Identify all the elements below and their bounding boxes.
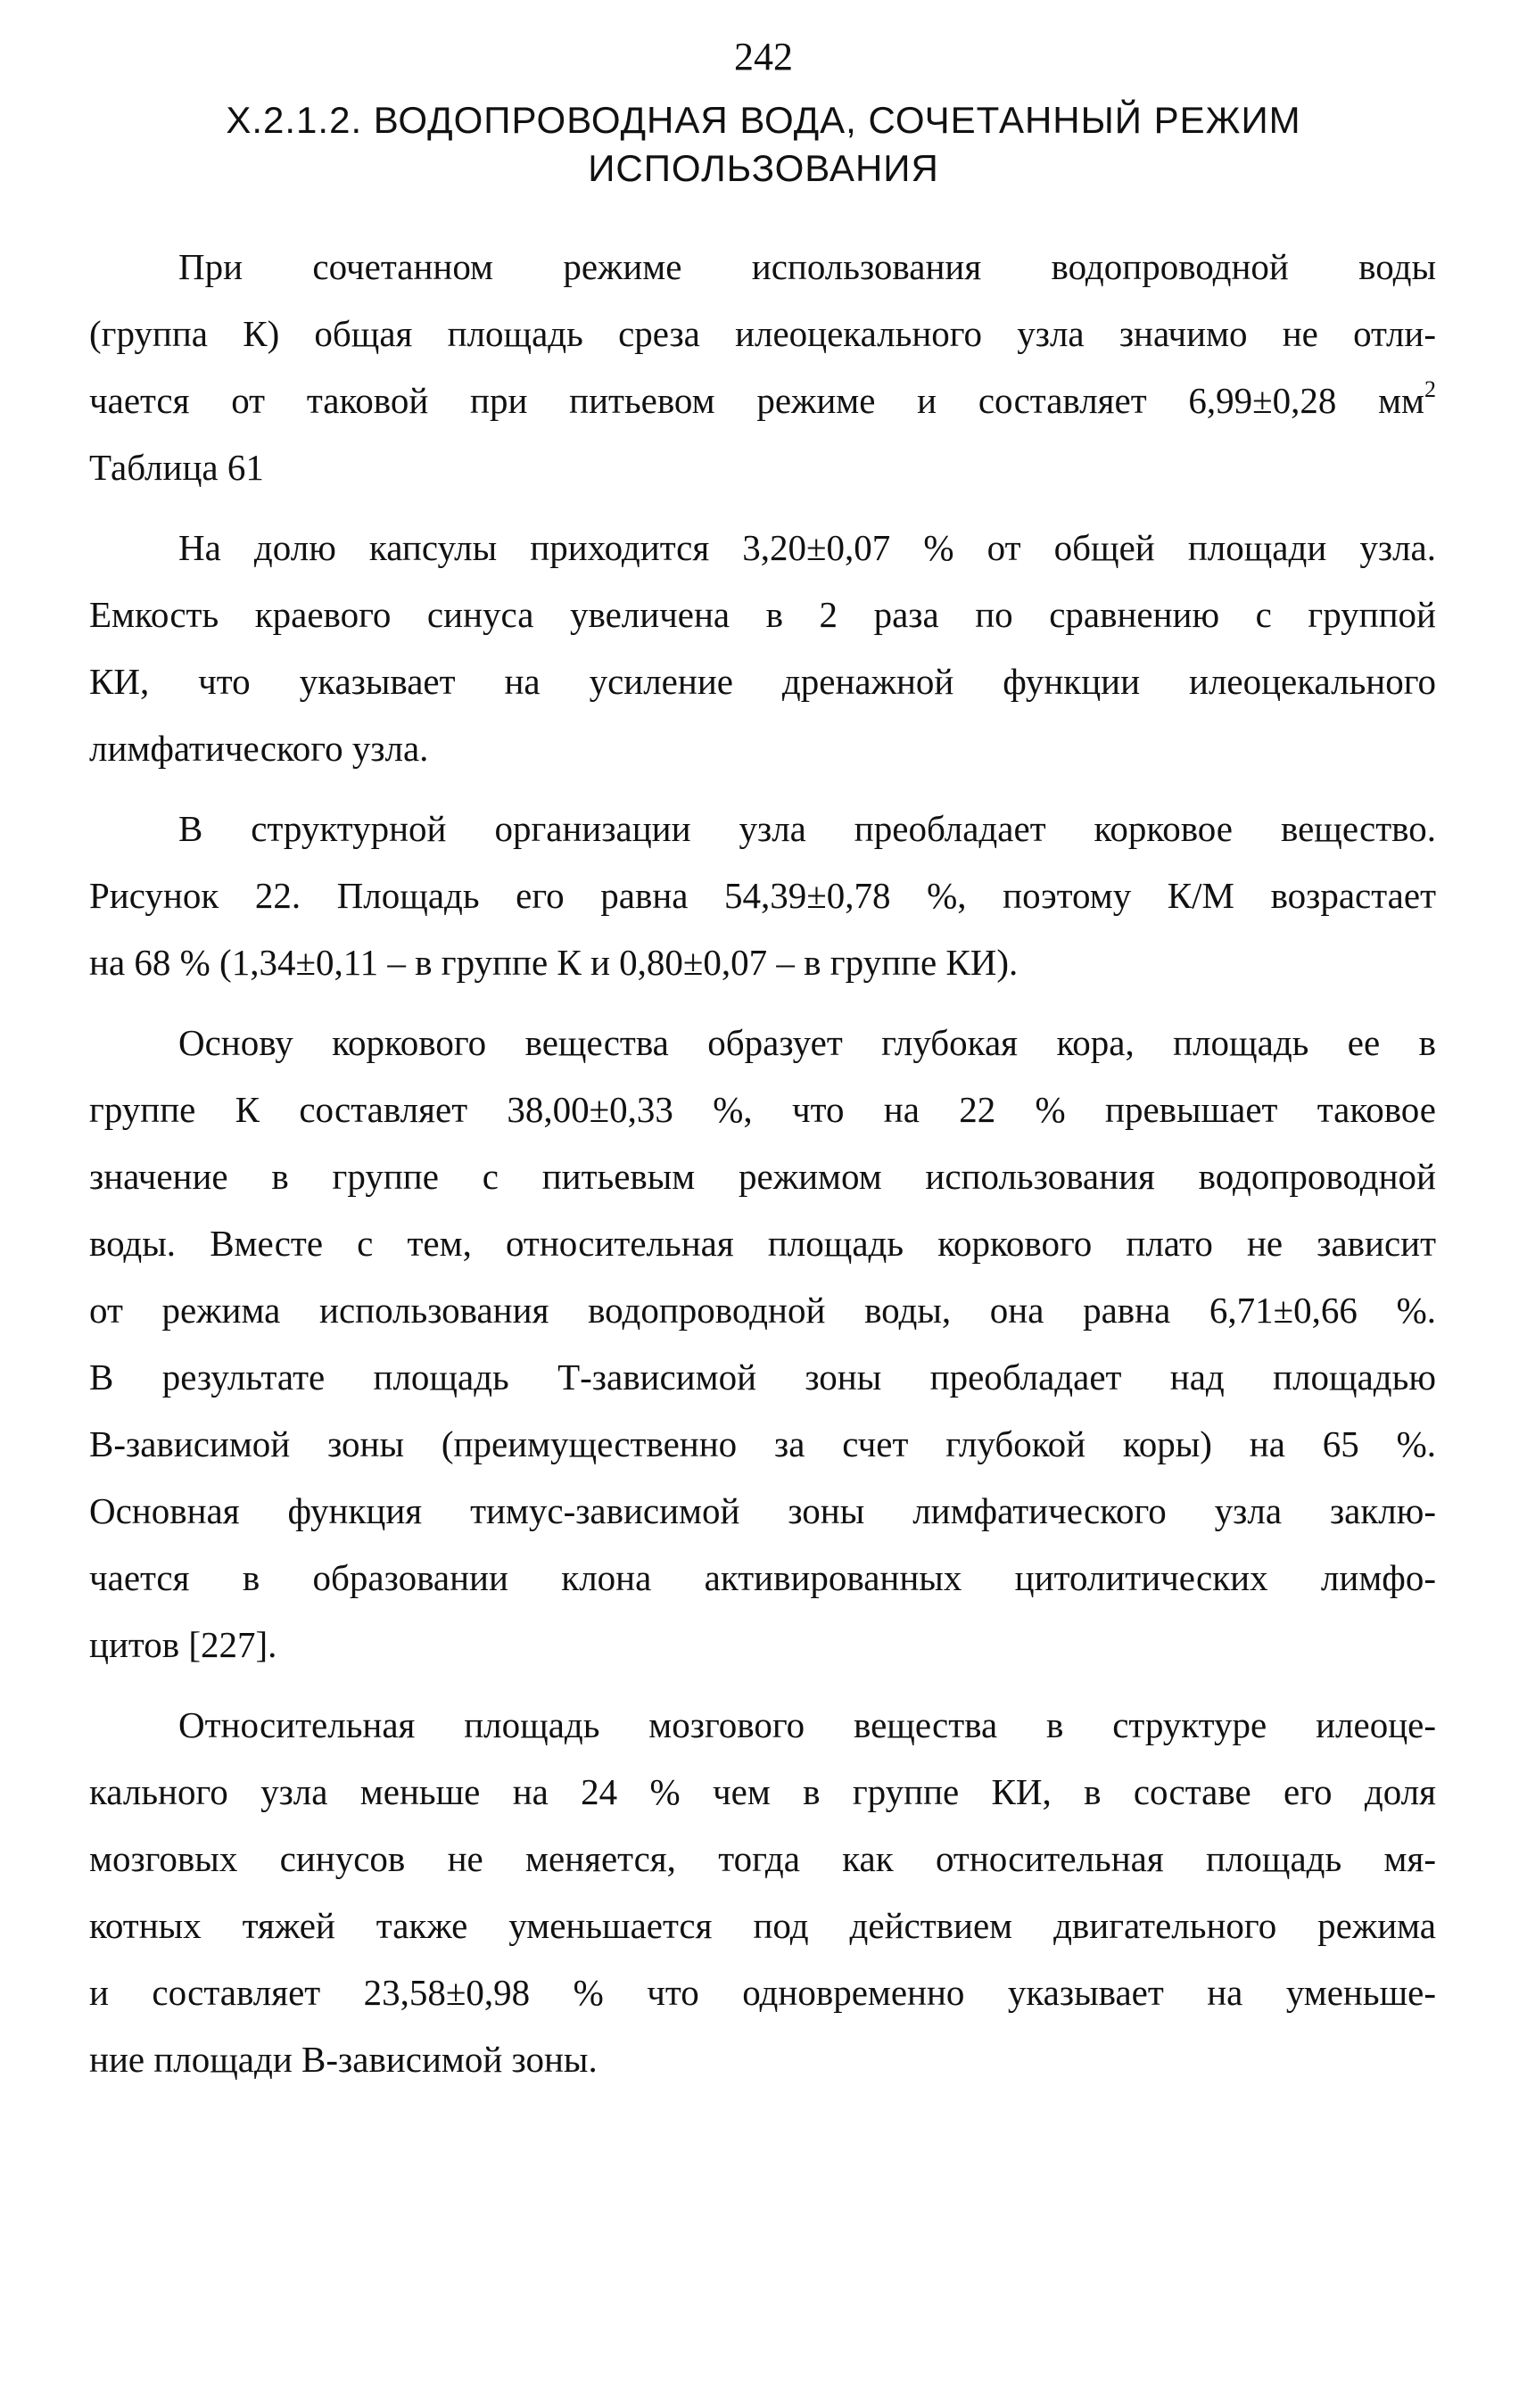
superscript: 2 [1424, 376, 1436, 402]
section-heading-line-2: ИСПОЛЬЗОВАНИЯ [588, 147, 939, 189]
text-line: ние площади В-зависимой зоны. [89, 2039, 598, 2080]
text-line: от режима использования водопроводной воды, она равна 6,71±0,66 %. [89, 1290, 1436, 1331]
text-line-content: чается от таковой при питьевом режиме и составляет 6,99±0,28 мм [89, 380, 1424, 421]
paragraph-4 [89, 1010, 1436, 1678]
text-line: котных тяжей также уменьшается под действием двигательного режима [89, 1905, 1436, 1946]
paragraph-1 [89, 234, 1436, 501]
section-heading-line-1: Х.2.1.2. ВОДОПРОВОДНАЯ ВОДА, СОЧЕТАННЫЙ РЕЖИМ [226, 99, 1301, 141]
text-line: значение в группе с питьевым режимом использования водопроводной [89, 1156, 1436, 1197]
page-number: 242 [734, 35, 793, 78]
paragraph-3 [89, 796, 1436, 996]
text-line [89, 367, 1436, 434]
text-line: мозговых синусов не меняется, тогда как относительная площадь мя- [89, 1838, 1436, 1879]
text-line: В результате площадь Т-зависимой зоны преобладает над площадью [89, 1357, 1436, 1398]
text-line: и составляет 23,58±0,98 % что одновременно указывает на уменьше- [89, 1972, 1436, 2013]
section-heading [0, 96, 1527, 193]
text-line: Основу коркового вещества образует глубокая кора, площадь ее в [178, 1022, 1436, 1063]
text-line: кального узла меньше на 24 % чем в группе КИ, в составе его доля [89, 1771, 1436, 1812]
text-line: на 68 % (1,34±0,11 – в группе К и 0,80±0,07 – в группе КИ). [89, 942, 1019, 983]
text-line: На долю капсулы приходится 3,20±0,07 % от общей площади узла. [178, 527, 1436, 568]
text-line: В структурной организации узла преобладает корковое вещество. [178, 808, 1436, 849]
text-line: Емкость краевого синуса увеличена в 2 раза по сравнению с группой [89, 594, 1436, 635]
table-reference: Таблица 61 [89, 447, 264, 488]
text-line: группе К составляет 38,00±0,33 %, что на 22 % превышает таковое [89, 1089, 1436, 1130]
text-line: (группа К) общая площадь среза илеоцекального узла значимо не отли- [89, 313, 1436, 354]
paragraph-5 [89, 1692, 1436, 2093]
text-line: Относительная площадь мозгового вещества в структуре илеоце- [178, 1704, 1436, 1745]
text-line: КИ, что указывает на усиление дренажной функции илеоцекального [89, 661, 1436, 702]
text-line: цитов [227]. [89, 1624, 277, 1665]
text-line: При сочетанном режиме использования водопроводной воды [178, 246, 1436, 287]
body-text [89, 234, 1436, 2093]
text-line: Основная функция тимус-зависимой зоны лимфатического узла заклю- [89, 1490, 1436, 1531]
text-line: лимфатического узла. [89, 728, 429, 769]
text-line: воды. Вместе с тем, относительная площадь коркового плато не зависит [89, 1223, 1436, 1264]
text-line: В-зависимой зоны (преимущественно за счет глубокой коры) на 65 %. [89, 1423, 1436, 1464]
paragraph-2 [89, 515, 1436, 782]
text-line: Рисунок 22. Площадь его равна 54,39±0,78 %, поэтому К/М возрастает [89, 875, 1436, 916]
text-line: чается в образовании клона активированных цитолитических лимфо- [89, 1557, 1436, 1598]
